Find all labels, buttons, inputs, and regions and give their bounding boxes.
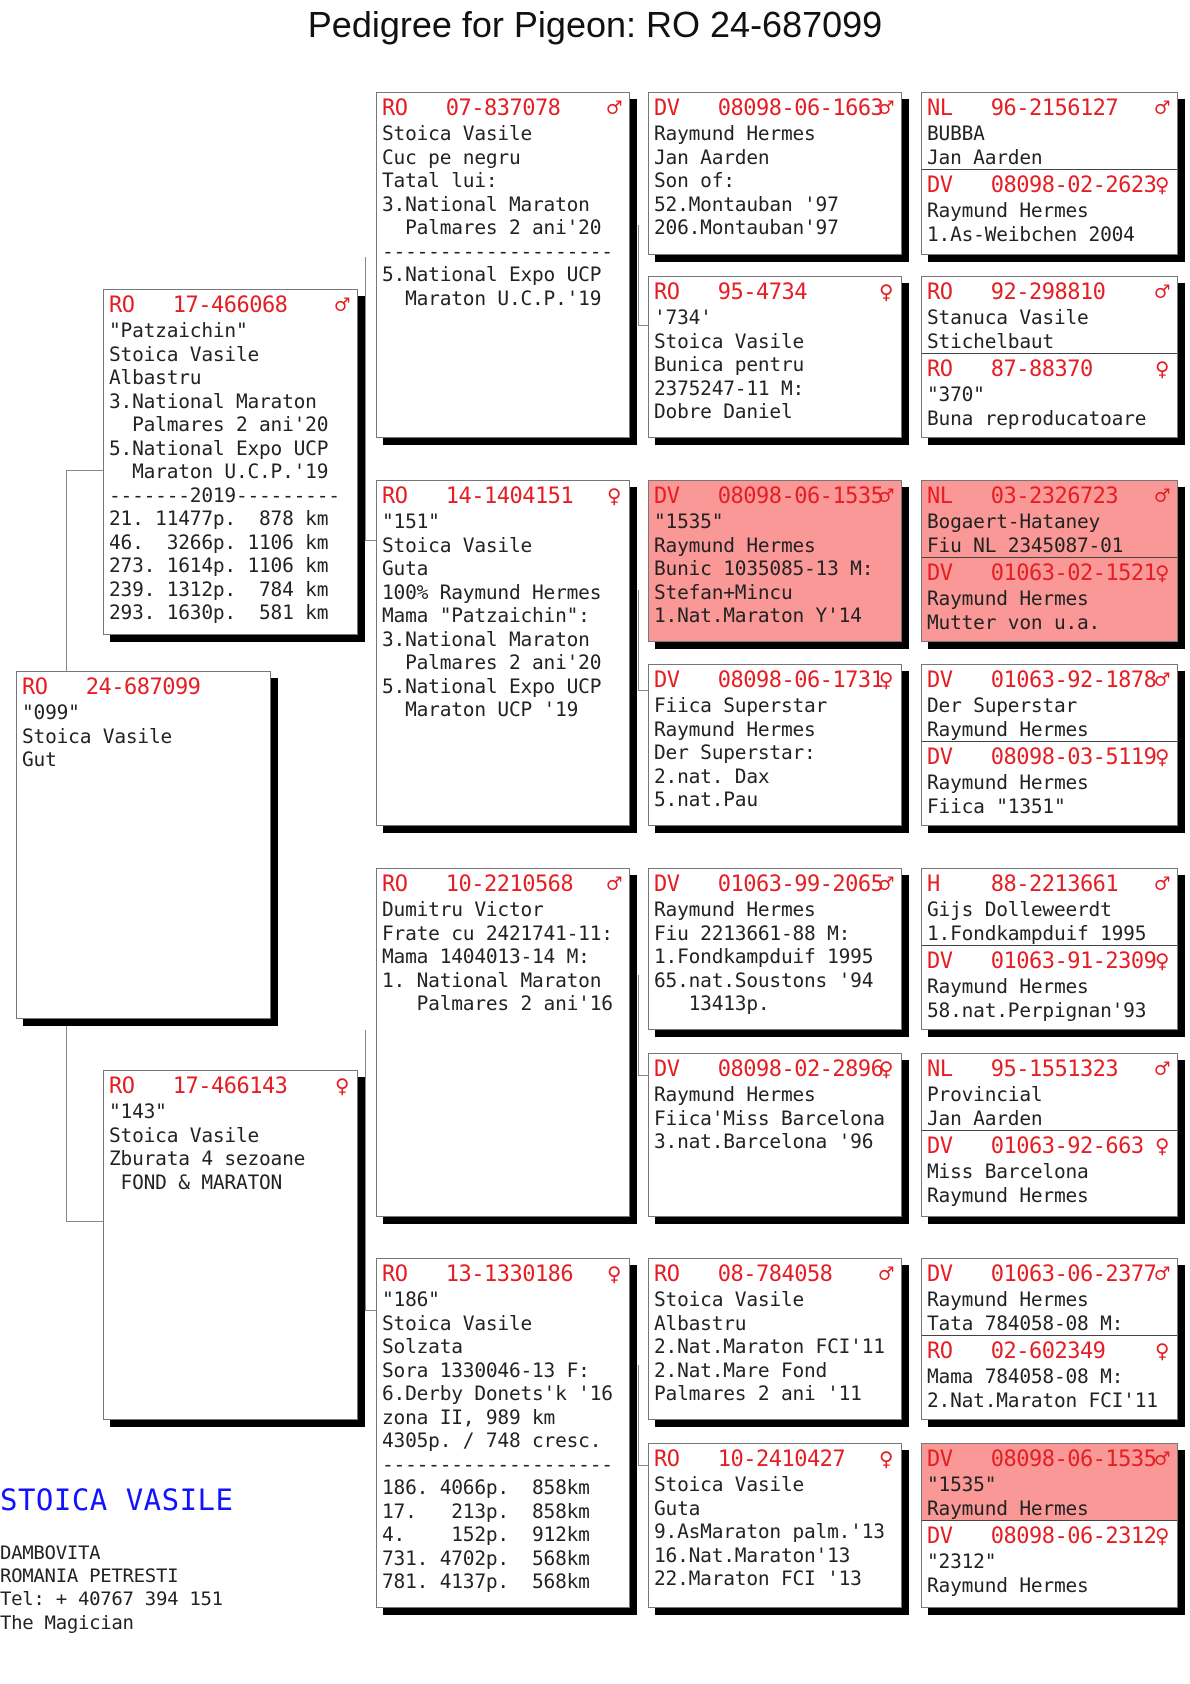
male-symbol-icon: ♂ — [879, 870, 893, 898]
ring-number — [382, 95, 625, 122]
pedigree-line: Palmares 2 ani '11 — [654, 1382, 862, 1405]
pedigree-line: 1.Nat.Maraton Y'14 — [654, 604, 862, 627]
female-symbol-icon: ♀ — [879, 666, 893, 694]
pedigree-line: Mutter von u.a. — [927, 610, 1101, 634]
dam-section — [922, 353, 1177, 437]
pedigree-line: zona II, 989 km — [382, 1405, 556, 1429]
breeder-region: DAMBOVITA — [0, 1542, 101, 1564]
male-symbol-icon: ♂ — [879, 482, 893, 510]
pedigree-line: Palmares 2 ani'20 — [382, 216, 602, 239]
pedigree-line: 206.Montauban'97 — [654, 216, 839, 239]
pedigree-line: 5.National Expo UCP — [382, 674, 602, 698]
pedigree-line: 5.National Expo UCP — [109, 436, 329, 460]
pigeon-card-subject — [16, 671, 271, 1019]
ring-number — [654, 483, 897, 510]
page-title: Pedigree for Pigeon: RO 24-687099 — [307, 4, 883, 45]
ring-number — [927, 948, 1173, 975]
pedigree-line: Raymund Hermes — [654, 1083, 816, 1106]
pedigree-line: "370" — [927, 383, 985, 406]
breeder-phone: Tel: + 40767 394 151 — [0, 1588, 223, 1611]
pedigree-line: 3.National Maraton — [382, 627, 590, 651]
pigeon-card-sire-sire — [376, 92, 630, 438]
pedigree-line: Guta — [382, 557, 429, 580]
pedigree-line: 21. 11477p. 878 km — [109, 507, 329, 530]
pedigree-line: Miss Barcelona — [927, 1160, 1089, 1183]
pedigree-line: Raymund Hermes — [927, 1573, 1089, 1597]
female-symbol-icon: ♀ — [879, 1445, 893, 1473]
sire-section — [649, 869, 901, 1029]
pedigree-line: Raymund Hermes — [654, 533, 816, 557]
pigeon-card-gen3-7 — [648, 1258, 902, 1420]
dam-section — [922, 1335, 1177, 1419]
pedigree-line: Der Superstar — [927, 694, 1078, 717]
pedigree-line: Stoica Vasile — [654, 329, 805, 353]
ring-number — [927, 871, 1173, 898]
female-symbol-icon: ♀ — [1155, 171, 1169, 199]
male-symbol-icon: ♂ — [1155, 94, 1169, 122]
female-symbol-icon: ♀ — [1155, 559, 1169, 587]
ring-number-text: DV 01063-91-2309 — [927, 949, 1157, 974]
pedigree-line: Stefan+Mincu — [654, 580, 793, 604]
pedigree-line: Solzata — [382, 1335, 463, 1358]
ring-number — [927, 1133, 1173, 1160]
ring-number-text: RO 02-602349 — [927, 1339, 1106, 1364]
ring-number-text: DV 08098-06-1535 — [927, 1447, 1157, 1472]
sire-section — [649, 481, 901, 641]
ring-number-text: DV 08098-06-1663 — [654, 96, 884, 121]
pedigree-line: "2312" — [927, 1550, 997, 1573]
pedigree-line: Palmares 2 ani'20 — [109, 413, 329, 436]
pigeon-card-gen4-2 — [921, 276, 1178, 438]
ring-number — [22, 674, 266, 701]
ring-number-text: RO 92-298810 — [927, 280, 1106, 305]
ring-number — [927, 95, 1173, 122]
pigeon-card-gen4-1 — [921, 92, 1178, 255]
pigeon-card-sire-dam — [376, 480, 630, 826]
female-symbol-icon: ♀ — [1155, 743, 1169, 771]
ring-number — [654, 279, 897, 306]
ring-number-text: DV 01063-92-663 — [927, 1134, 1144, 1159]
ring-number — [927, 483, 1173, 510]
ring-number-text: RO 07-837078 — [382, 96, 561, 121]
breeder-info — [0, 1542, 223, 1635]
ring-number-text: NL 03-2326723 — [927, 484, 1119, 509]
sire-section — [649, 1259, 901, 1419]
breeder-location: ROMANIA PETRESTI — [0, 1565, 179, 1588]
ring-number-text: DV 01063-92-1878 — [927, 668, 1157, 693]
pedigree-line: Raymund Hermes — [927, 199, 1089, 222]
pedigree-line: "143" — [109, 1100, 167, 1123]
pedigree-line: 52.Montauban '97 — [654, 192, 839, 216]
pedigree-line: Raymund Hermes — [927, 771, 1089, 794]
pedigree-line: 16.Nat.Maraton'13 — [654, 1543, 851, 1567]
ring-number — [382, 1261, 625, 1288]
sire-section — [104, 290, 357, 634]
ring-number — [927, 1338, 1173, 1365]
ring-number — [927, 667, 1173, 694]
pedigree-line: 22.Maraton FCI '13 — [654, 1567, 862, 1590]
pedigree-line: Gijs Dolleweerdt — [927, 898, 1112, 921]
ring-number-text: RO 24-687099 — [22, 675, 201, 700]
ring-number — [927, 1446, 1173, 1473]
pigeon-card-dam-dam — [376, 1258, 630, 1608]
pedigree-line: Albastru — [109, 366, 202, 389]
ring-number-text: RO 10-2410427 — [654, 1447, 846, 1472]
pigeon-card-gen4-6 — [921, 1053, 1178, 1217]
sire-section — [17, 672, 270, 1018]
pedigree-line: BUBBA — [927, 122, 985, 145]
ring-number-text: NL 95-1551323 — [927, 1057, 1119, 1082]
pedigree-line: 46. 3266p. 1106 km — [109, 530, 329, 554]
ring-number-text: DV 08098-06-2312 — [927, 1524, 1157, 1549]
male-symbol-icon: ♂ — [1155, 278, 1169, 306]
female-symbol-icon: ♀ — [1155, 1337, 1169, 1365]
connector-line — [365, 257, 376, 541]
male-symbol-icon: ♂ — [1155, 482, 1169, 510]
ring-number — [654, 667, 897, 694]
pedigree-line: Maraton U.C.P.'19 — [382, 286, 602, 310]
sire-section — [377, 869, 629, 1216]
female-symbol-icon: ♀ — [1155, 355, 1169, 383]
pedigree-line: "Patzaichin" — [109, 319, 248, 342]
ring-number-text: DV 08098-03-5119 — [927, 745, 1157, 770]
pedigree-line: 273. 1614p. 1106 km — [109, 554, 329, 577]
ring-number — [654, 1446, 897, 1473]
pigeon-card-sire — [103, 289, 358, 635]
pedigree-line: 1. National Maraton — [382, 968, 602, 992]
ring-number — [382, 871, 625, 898]
ring-number — [109, 292, 353, 319]
pedigree-line: Tata 784058-08 M: — [927, 1311, 1124, 1335]
male-symbol-icon: ♂ — [1155, 1260, 1169, 1288]
pedigree-line: Stoica Vasile — [109, 342, 260, 366]
pedigree-line: Palmares 2 ani'16 — [382, 992, 613, 1015]
female-symbol-icon: ♀ — [1155, 1522, 1169, 1550]
pedigree-line: Jan Aarden — [654, 145, 770, 169]
pedigree-line: Son of: — [654, 169, 735, 192]
ring-number-text: DV 01063-99-2065 — [654, 872, 884, 897]
dam-section — [922, 1130, 1177, 1216]
pedigree-line: Raymund Hermes — [927, 717, 1089, 741]
dam-section — [922, 557, 1177, 641]
sire-section — [377, 481, 629, 825]
ring-number-text: RO 14-1404151 — [382, 484, 574, 509]
pigeon-card-gen4-5 — [921, 868, 1178, 1030]
pedigree-line: Bogaert-Hataney — [927, 510, 1101, 533]
male-symbol-icon: ♂ — [607, 94, 621, 122]
connector-line — [66, 470, 103, 673]
pedigree-line: 4305p. / 748 cresc. — [382, 1429, 602, 1452]
pedigree-line: 3.National Maraton — [382, 192, 590, 216]
pedigree-line: Stoica Vasile — [654, 1288, 805, 1311]
male-symbol-icon: ♂ — [607, 870, 621, 898]
female-symbol-icon: ♀ — [1155, 1132, 1169, 1160]
pedigree-line: Raymund Hermes — [654, 898, 816, 921]
female-symbol-icon: ♀ — [607, 482, 621, 510]
pedigree-line: 1.Fondkampduif 1995 — [927, 921, 1147, 945]
ring-number — [927, 279, 1173, 306]
pedigree-line: Fiica'Miss Barcelona — [654, 1106, 885, 1130]
pedigree-line: Albastru — [654, 1311, 747, 1335]
pedigree-line: Raymund Hermes — [927, 1496, 1089, 1520]
sire-section — [377, 93, 629, 437]
pedigree-line: Raymund Hermes — [927, 975, 1089, 998]
ring-number — [927, 744, 1173, 771]
pedigree-line: Provincial — [927, 1083, 1043, 1106]
pedigree-line: Fiica Superstar — [654, 694, 828, 717]
male-symbol-icon: ♂ — [335, 291, 349, 319]
connector-line — [66, 1016, 103, 1222]
pedigree-line: 2375247-11 M: — [654, 376, 805, 400]
pedigree-line: Fiu NL 2345087-01 — [927, 533, 1124, 557]
pedigree-line: 100% Raymund Hermes — [382, 580, 602, 604]
pedigree-line: 5.nat.Pau — [654, 788, 758, 811]
ring-number — [654, 1261, 897, 1288]
pedigree-line: Stoica Vasile — [382, 1311, 533, 1335]
pedigree-line: Raymund Hermes — [927, 1183, 1089, 1207]
pedigree-line: "1535" — [654, 510, 724, 533]
pedigree-line: Palmares 2 ani'20 — [382, 651, 602, 674]
dam-section — [922, 169, 1177, 254]
male-symbol-icon: ♂ — [879, 1260, 893, 1288]
pedigree-line: 65.nat.Soustons '94 — [654, 968, 874, 992]
pigeon-card-gen3-3 — [648, 480, 902, 642]
sire-section — [649, 665, 901, 825]
pigeon-card-gen3-6 — [648, 1053, 902, 1217]
pedigree-line: -------------------- — [382, 1452, 613, 1476]
pedigree-line: Guta — [654, 1496, 701, 1520]
pigeon-card-gen3-2 — [648, 276, 902, 438]
sire-section — [104, 1071, 357, 1419]
sire-section — [922, 1259, 1177, 1335]
ring-number-text: DV 08098-06-1535 — [654, 484, 884, 509]
sire-section — [922, 1054, 1177, 1130]
pedigree-line: Fiica "1351" — [927, 794, 1066, 818]
pedigree-line: Buna reproducatoare — [927, 406, 1147, 430]
ring-number — [382, 483, 625, 510]
ring-number — [927, 560, 1173, 587]
sire-section — [377, 1259, 629, 1607]
pedigree-line: Stoica Vasile — [22, 724, 173, 748]
ring-number-text: DV 08098-02-2623 — [927, 173, 1157, 198]
pedigree-line: 3.nat.Barcelona '96 — [654, 1130, 874, 1153]
pedigree-line: 3.National Maraton — [109, 389, 317, 413]
dam-section — [922, 945, 1177, 1029]
ring-number-text: RO 08-784058 — [654, 1262, 833, 1287]
female-symbol-icon: ♀ — [1155, 947, 1169, 975]
pedigree-line: -------2019--------- — [109, 483, 340, 507]
pedigree-line: Stichelbaut — [927, 329, 1054, 353]
ring-number — [927, 1056, 1173, 1083]
pedigree-line: 9.AsMaraton palm.'13 — [654, 1520, 885, 1543]
pedigree-line: Der Superstar: — [654, 741, 816, 764]
breeder-tagline: The Magician — [0, 1611, 134, 1634]
pedigree-line: 5.National Expo UCP — [382, 263, 602, 286]
pedigree-line: 293. 1630p. 581 km — [109, 601, 329, 624]
pigeon-card-gen3-1 — [648, 92, 902, 255]
pedigree-line: Raymund Hermes — [927, 587, 1089, 610]
pedigree-line: Stoica Vasile — [109, 1123, 260, 1147]
ring-number — [927, 356, 1173, 383]
pedigree-line: 186. 4066p. 858km — [382, 1476, 590, 1499]
pedigree-line: Cuc pe negru — [382, 145, 521, 169]
ring-number — [654, 871, 897, 898]
pedigree-line: Gut — [22, 748, 57, 771]
pedigree-line: Dumitru Victor — [382, 898, 544, 921]
male-symbol-icon: ♂ — [1155, 1055, 1169, 1083]
pedigree-line: Raymund Hermes — [654, 122, 816, 145]
ring-number — [927, 1261, 1173, 1288]
pedigree-line: 2.nat. Dax — [654, 764, 770, 788]
pedigree-line: Dobre Daniel — [654, 400, 793, 423]
pedigree-line: Maraton U.C.P.'19 — [109, 460, 329, 483]
pigeon-card-gen4-8 — [921, 1443, 1178, 1608]
pedigree-line: Stoica Vasile — [654, 1473, 805, 1496]
pedigree-line: 1.As-Weibchen 2004 — [927, 222, 1135, 246]
pedigree-line: "151" — [382, 510, 440, 533]
ring-number — [927, 1523, 1173, 1550]
pedigree-line: Fiu 2213661-88 M: — [654, 921, 851, 945]
female-symbol-icon: ♀ — [335, 1072, 349, 1100]
pedigree-line: Raymund Hermes — [927, 1288, 1089, 1311]
pigeon-card-dam — [103, 1070, 358, 1420]
pedigree-line: 1.Fondkampduif 1995 — [654, 945, 874, 968]
sire-section — [649, 1054, 901, 1216]
pedigree-line: FOND & MARATON — [109, 1170, 283, 1194]
pedigree-line: Stoica Vasile — [382, 533, 533, 557]
ring-number-text: DV 08098-02-2896 — [654, 1057, 884, 1082]
female-symbol-icon: ♀ — [879, 278, 893, 306]
pedigree-line: Mama 784058-08 M: — [927, 1365, 1124, 1388]
breeder-name: STOICA VASILE — [0, 1483, 234, 1517]
pedigree-line: '734' — [654, 306, 712, 329]
pedigree-line: Frate cu 2421741-11: — [382, 921, 613, 945]
male-symbol-icon: ♂ — [879, 94, 893, 122]
ring-number — [927, 172, 1173, 199]
pedigree-line: 2.Nat.Maraton FCI'11 — [927, 1388, 1158, 1412]
pigeon-card-gen4-7 — [921, 1258, 1178, 1420]
pigeon-card-gen3-5 — [648, 868, 902, 1030]
pedigree-line: 17. 213p. 858km — [382, 1499, 590, 1523]
pedigree-line: Mama "Patzaichin": — [382, 604, 590, 627]
pedigree-line: 781. 4137p. 568km — [382, 1570, 590, 1593]
sire-section — [922, 869, 1177, 945]
pedigree-line: Jan Aarden — [927, 1106, 1043, 1130]
sire-section — [649, 93, 901, 254]
pedigree-line: "186" — [382, 1288, 440, 1311]
pedigree-line: Stanuca Vasile — [927, 306, 1089, 329]
male-symbol-icon: ♂ — [1155, 666, 1169, 694]
pedigree-line: Stoica Vasile — [382, 122, 533, 145]
ring-number-text: DV 01063-06-2377 — [927, 1262, 1157, 1287]
ring-number-text: NL 96-2156127 — [927, 96, 1119, 121]
pedigree-line: Mama 1404013-14 M: — [382, 945, 590, 968]
sire-section — [922, 277, 1177, 353]
female-symbol-icon: ♀ — [879, 1055, 893, 1083]
pedigree-line: Bunica pentru — [654, 353, 805, 376]
pedigree-line: Sora 1330046-13 F: — [382, 1358, 590, 1382]
dam-section — [922, 741, 1177, 825]
pigeon-card-dam-sire — [376, 868, 630, 1217]
pedigree-line: "1535" — [927, 1473, 997, 1496]
ring-number — [654, 95, 897, 122]
pigeon-card-gen3-4 — [648, 664, 902, 826]
pedigree-line: 13413p. — [654, 992, 770, 1015]
sire-section — [922, 481, 1177, 557]
pedigree-line: 58.nat.Perpignan'93 — [927, 998, 1147, 1022]
ring-number-text: RO 95-4734 — [654, 280, 807, 305]
pedigree-line: Raymund Hermes — [654, 717, 816, 741]
pedigree-line: Tatal lui: — [382, 169, 498, 192]
ring-number-text: RO 13-1330186 — [382, 1262, 574, 1287]
male-symbol-icon: ♂ — [1155, 1445, 1169, 1473]
ring-number-text: RO 17-466068 — [109, 293, 288, 318]
sire-section — [649, 277, 901, 437]
sire-section — [922, 93, 1177, 169]
ring-number-text: DV 01063-02-1521 — [927, 561, 1157, 586]
ring-number — [109, 1073, 353, 1100]
dam-section — [922, 1520, 1177, 1607]
ring-number-text: RO 87-88370 — [927, 357, 1093, 382]
pedigree-line: 4. 152p. 912km — [382, 1523, 590, 1546]
pigeon-card-gen4-4 — [921, 664, 1178, 826]
ring-number-text: RO 10-2210568 — [382, 872, 574, 897]
pedigree-line: Bunic 1035085-13 M: — [654, 557, 874, 580]
pedigree-line: 731. 4702p. 568km — [382, 1546, 590, 1570]
ring-number-text: RO 17-466143 — [109, 1074, 288, 1099]
sire-section — [922, 665, 1177, 741]
ring-number-text: H 88-2213661 — [927, 872, 1119, 897]
ring-number-text: DV 08098-06-1731 — [654, 668, 884, 693]
ring-number — [654, 1056, 897, 1083]
connector-line — [365, 1030, 376, 1311]
pedigree-line: Zburata 4 sezoane — [109, 1147, 306, 1170]
sire-section — [649, 1444, 901, 1607]
pedigree-line: 2.Nat.Maraton FCI'11 — [654, 1335, 885, 1358]
pedigree-line: 239. 1312p. 784 km — [109, 577, 329, 601]
pedigree-line: 6.Derby Donets'k '16 — [382, 1382, 613, 1405]
pedigree-line: "099" — [22, 701, 80, 724]
pedigree-line: Maraton UCP '19 — [382, 698, 579, 721]
pigeon-card-gen4-3 — [921, 480, 1178, 642]
sire-section — [922, 1444, 1177, 1520]
male-symbol-icon: ♂ — [1155, 870, 1169, 898]
pedigree-line: 2.Nat.Mare Fond — [654, 1358, 828, 1382]
pigeon-card-gen3-8 — [648, 1443, 902, 1608]
pedigree-line: Jan Aarden — [927, 145, 1043, 169]
pedigree-line: -------------------- — [382, 239, 613, 263]
female-symbol-icon: ♀ — [607, 1260, 621, 1288]
